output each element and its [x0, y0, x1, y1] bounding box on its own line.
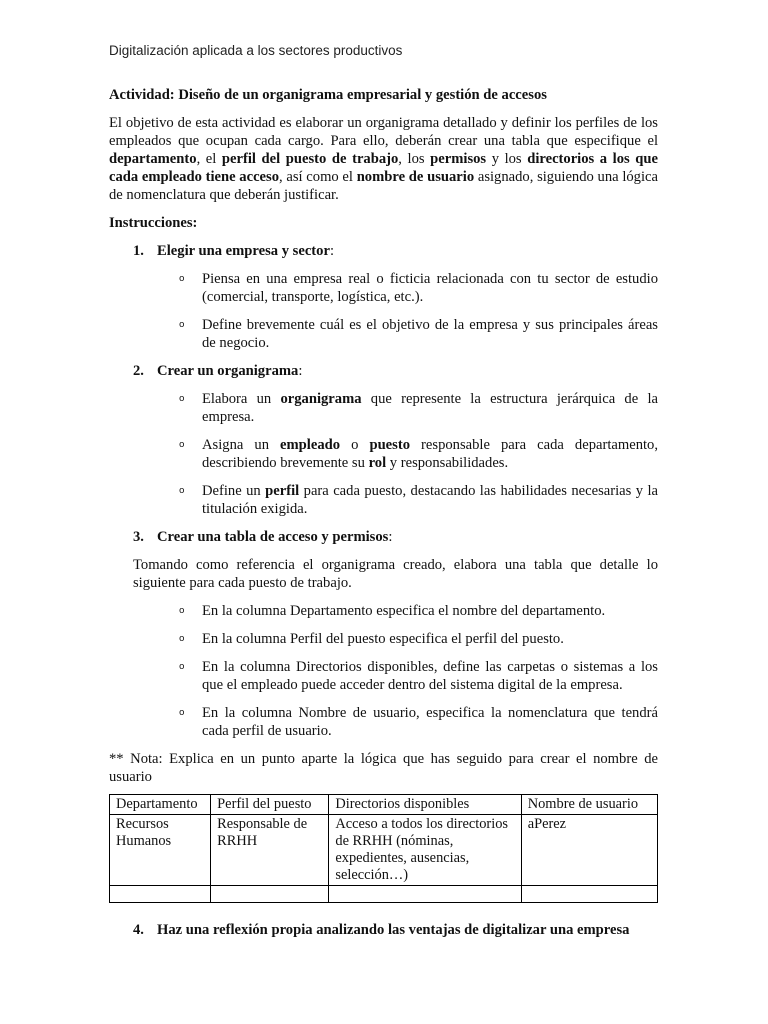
table-row-empty	[110, 886, 658, 903]
table-cell: aPerez	[521, 815, 657, 886]
note-paragraph: ** Nota: Explica en un punto aparte la lógica que has seguido para crear el nombre de usuario	[109, 751, 658, 785]
bullet-item	[179, 316, 658, 352]
bullet-text-part: para cada puesto, destacando las habilidades necesarias y la titulación exigida.	[202, 483, 658, 517]
bullet-text-bold: rol	[368, 455, 387, 471]
table-header-cell: Directorios disponibles	[329, 795, 521, 815]
intro-bold: permisos	[430, 151, 487, 167]
intro-paragraph	[109, 114, 658, 204]
bullet-marker: o	[179, 320, 185, 330]
step-label	[157, 362, 302, 380]
intro-bold: perfil del puesto de trabajo	[221, 151, 399, 167]
step-4	[133, 921, 658, 939]
step-label-bold: Crear un organigrama	[157, 363, 299, 379]
bullet-text-part: y responsabilidades.	[386, 455, 509, 471]
table-header-row	[110, 795, 658, 815]
intro-bold: nombre de usuario	[356, 169, 475, 185]
table-cell	[329, 886, 521, 903]
bullet-text	[202, 390, 658, 426]
step-label-suffix: :	[298, 363, 303, 379]
table-cell	[110, 886, 211, 903]
step-number: 3.	[133, 529, 144, 545]
step-number: 1.	[133, 243, 144, 259]
bullet-marker: o	[179, 634, 185, 644]
bullet-text-bold: empleado	[280, 437, 341, 453]
bullet-item	[179, 436, 658, 472]
step-2	[133, 362, 658, 380]
table-cell: Responsable de RRHH	[211, 815, 329, 886]
intro-bold: departamento	[109, 151, 197, 167]
bullet-marker: o	[179, 708, 185, 718]
bullet-marker: o	[179, 606, 185, 616]
table-header-cell: Nombre de usuario	[521, 795, 657, 815]
step-label	[157, 242, 334, 260]
step-label-bold: Elegir una empresa y sector	[157, 243, 330, 259]
bullet-text: En la columna Nombre de usuario, especifica la nomenclatura que tendrá cada perfil de usuario.	[202, 705, 658, 739]
bullet-item	[179, 390, 658, 426]
bullet-marker: o	[179, 662, 185, 672]
intro-text: y los	[486, 151, 528, 167]
bullet-text-part: Asigna un	[202, 437, 281, 453]
bullet-text-part: responsable para cada departamento, describiendo brevemente su	[202, 437, 658, 471]
access-table	[109, 794, 658, 903]
page-header: Digitalización aplicada a los sectores productivos	[109, 43, 403, 58]
bullet-marker: o	[179, 274, 185, 284]
document-body	[109, 86, 658, 949]
intro-text: , los	[398, 151, 431, 167]
bullet-text-part: o	[340, 437, 370, 453]
bullet-item	[179, 630, 658, 648]
bullet-text-part: Define un	[202, 483, 266, 499]
bullet-text-bold: perfil	[265, 483, 300, 499]
intro-text: , el	[196, 151, 222, 167]
bullet-text: En la columna Perfil del puesto especifica el perfil del puesto.	[202, 631, 564, 647]
intro-text: asignado, siguiendo una lógica de nomenclatura que deberán justificar.	[109, 169, 658, 203]
intro-text: , así como el	[279, 169, 357, 185]
intro-bold: directorios a los que cada empleado tiene acceso	[109, 151, 658, 185]
bullet-text	[202, 436, 658, 472]
step-label-bold: Crear una tabla de acceso y permisos	[157, 529, 389, 545]
table-cell	[521, 886, 657, 903]
intro-text: El objetivo de esta actividad es elaborar un organigrama detallado y definir los perfiles de los empleados que ocupan cada cargo. Para ello, deberán crear una tabla que especifique el	[109, 115, 658, 149]
table-row	[110, 815, 658, 886]
bullet-marker: o	[179, 440, 185, 450]
bullet-text: Define brevemente cuál es el objetivo de la empresa y sus principales áreas de negocio.	[202, 317, 658, 351]
instructions-heading: Instrucciones:	[109, 215, 198, 231]
table-header-cell: Perfil del puesto	[211, 795, 329, 815]
bullet-item	[179, 704, 658, 740]
step-number: 4.	[133, 922, 144, 938]
bullet-item	[179, 602, 658, 620]
step-3-paragraph: Tomando como referencia el organigrama creado, elabora una tabla que detalle lo siguiente para cada puesto de trabajo.	[133, 557, 658, 591]
bullet-text-part: Elabora un	[202, 391, 281, 407]
bullet-text-part: que represente la estructura jerárquica de la empresa.	[202, 391, 658, 425]
activity-title: Actividad: Diseño de un organigrama empresarial y gestión de accesos	[109, 87, 547, 103]
step-label	[157, 528, 392, 546]
bullet-marker: o	[179, 394, 185, 404]
step-label: Haz una reflexión propia analizando las ventajas de digitalizar una empresa	[157, 922, 630, 938]
step-label-suffix: :	[329, 243, 334, 259]
step-1	[133, 242, 658, 260]
bullet-text: Piensa en una empresa real o ficticia relacionada con tu sector de estudio (comercial, transporte, logística, etc.).	[202, 271, 658, 305]
table-header-cell: Departamento	[110, 795, 211, 815]
bullet-marker: o	[179, 486, 185, 496]
step-3	[133, 528, 658, 546]
bullet-text: En la columna Departamento especifica el nombre del departamento.	[202, 603, 606, 619]
bullet-text-bold: puesto	[369, 437, 410, 453]
bullet-item	[179, 270, 658, 306]
table-cell	[211, 886, 329, 903]
bullet-text	[202, 482, 658, 518]
step-number: 2.	[133, 363, 144, 379]
table-cell: Acceso a todos los directorios de RRHH (nóminas, expedientes, ausencias, selección…)	[329, 815, 521, 886]
bullet-item	[179, 482, 658, 518]
bullet-text-bold: organigrama	[280, 391, 362, 407]
step-label-suffix: :	[388, 529, 393, 545]
bullet-item	[179, 658, 658, 694]
bullet-text: En la columna Directorios disponibles, define las carpetas o sistemas a los que el empleado puede acceder dentro del sistema digital de la empresa.	[202, 659, 658, 693]
table-cell: Recursos Humanos	[110, 815, 211, 886]
